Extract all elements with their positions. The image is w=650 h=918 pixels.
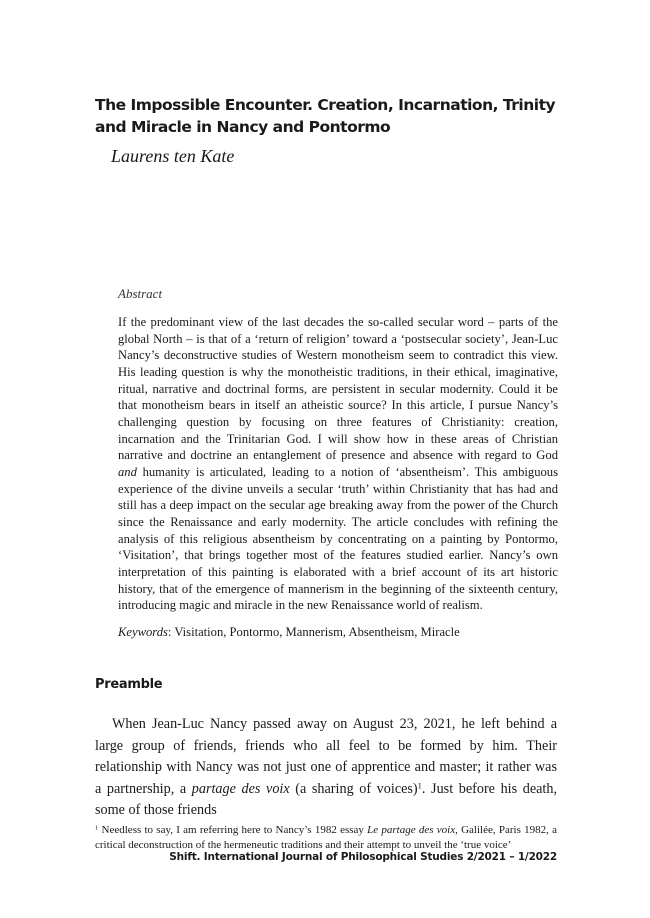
keywords-values: Visitation, Pontormo, Mannerism, Absentheism, Miracle — [174, 625, 460, 639]
article-title: The Impossible Encounter. Creation, Incarnation, Trinity and Miracle in Nancy and Pontormo — [95, 96, 556, 136]
abstract-text-part-1: If the predominant view of the last decades the so-called secular word – parts of the global North – is that of a ‘return of religion’ toward a ‘postsecular society’, Jean-Luc Nancy’s deconstructive studies of Western monotheism seem to contradict this view. His leading question is why the monotheistic traditions, in their ethical, imaginative, ritual, narrative and doctrinal forms, are persistent in secular modernity. Could it be that monotheism bears in itself an atheistic source? In this article, I pursue Nancy’s challenging question by focusing on three features of Christianity: creation, incarnation and the Trinitarian God. I will show how in these areas of Christian narrative and doctrine an entanglement of presence and absence with regard to God — [118, 315, 558, 463]
journal-footer: Shift. International Journal of Philosophical Studies 2/2021 – 1/2022 — [169, 851, 557, 863]
preamble-italic-phrase: partage des voix — [191, 780, 290, 797]
preamble-paragraph — [95, 714, 557, 822]
abstract-text-part-2: humanity is articulated, leading to a notion of ‘absentheism’. This ambiguous experience of the divine unveils a secular ‘truth’ within Christianity that has had and still has a deep impact on the secular age breaking away from the power of the Church since the Renaissance and early modernity. The article concludes with refining the analysis of this religious absentheism by concentrating on a painting by Pontormo, ‘Visitation’, that brings together most of the features studied earlier. Nancy’s own interpretation of this painting is elaborated with a brief account of its art historic history, that of the emergence of mannerism in the beginning of the sixteenth century, introducing magic and miracle in the new Renaissance world of realism. — [118, 464, 558, 613]
author-name: Laurens ten Kate — [111, 146, 235, 166]
abstract-heading: Abstract — [118, 286, 163, 301]
keywords — [118, 625, 558, 640]
footnote-italic-title: Le partage des voix — [367, 824, 456, 836]
preamble-text-part-2: (a sharing of voices) — [289, 780, 418, 797]
keywords-separator: : — [167, 625, 175, 639]
keywords-label: Keywords — [118, 625, 168, 639]
footnote-text-part-2: , Galilée, Paris 1982, a critical deconstruction of the hermeneutic traditions and their attempt to unveil the ‘true voice’ — [95, 824, 557, 851]
footnote-number: 1 — [95, 824, 99, 832]
preamble-text-part-3: . Just before his death, some of those friends — [95, 780, 557, 819]
section-heading-preamble: Preamble — [95, 677, 163, 692]
abstract-italic-and: and — [118, 464, 137, 479]
footnote-reference[interactable]: 1 — [417, 780, 422, 791]
footnote — [95, 823, 557, 852]
abstract-text — [118, 314, 558, 614]
preamble-text-part-1: When Jean-Luc Nancy passed away on August 23, 2021, he left behind a large group of friends, friends who all feel to be formed by him. Their relationship with Nancy was not just one of apprentice and master; it rather was a partnership, a — [95, 716, 557, 797]
footnote-text-part-1: Needless to say, I am referring here to Nancy’s 1982 essay — [98, 824, 368, 836]
